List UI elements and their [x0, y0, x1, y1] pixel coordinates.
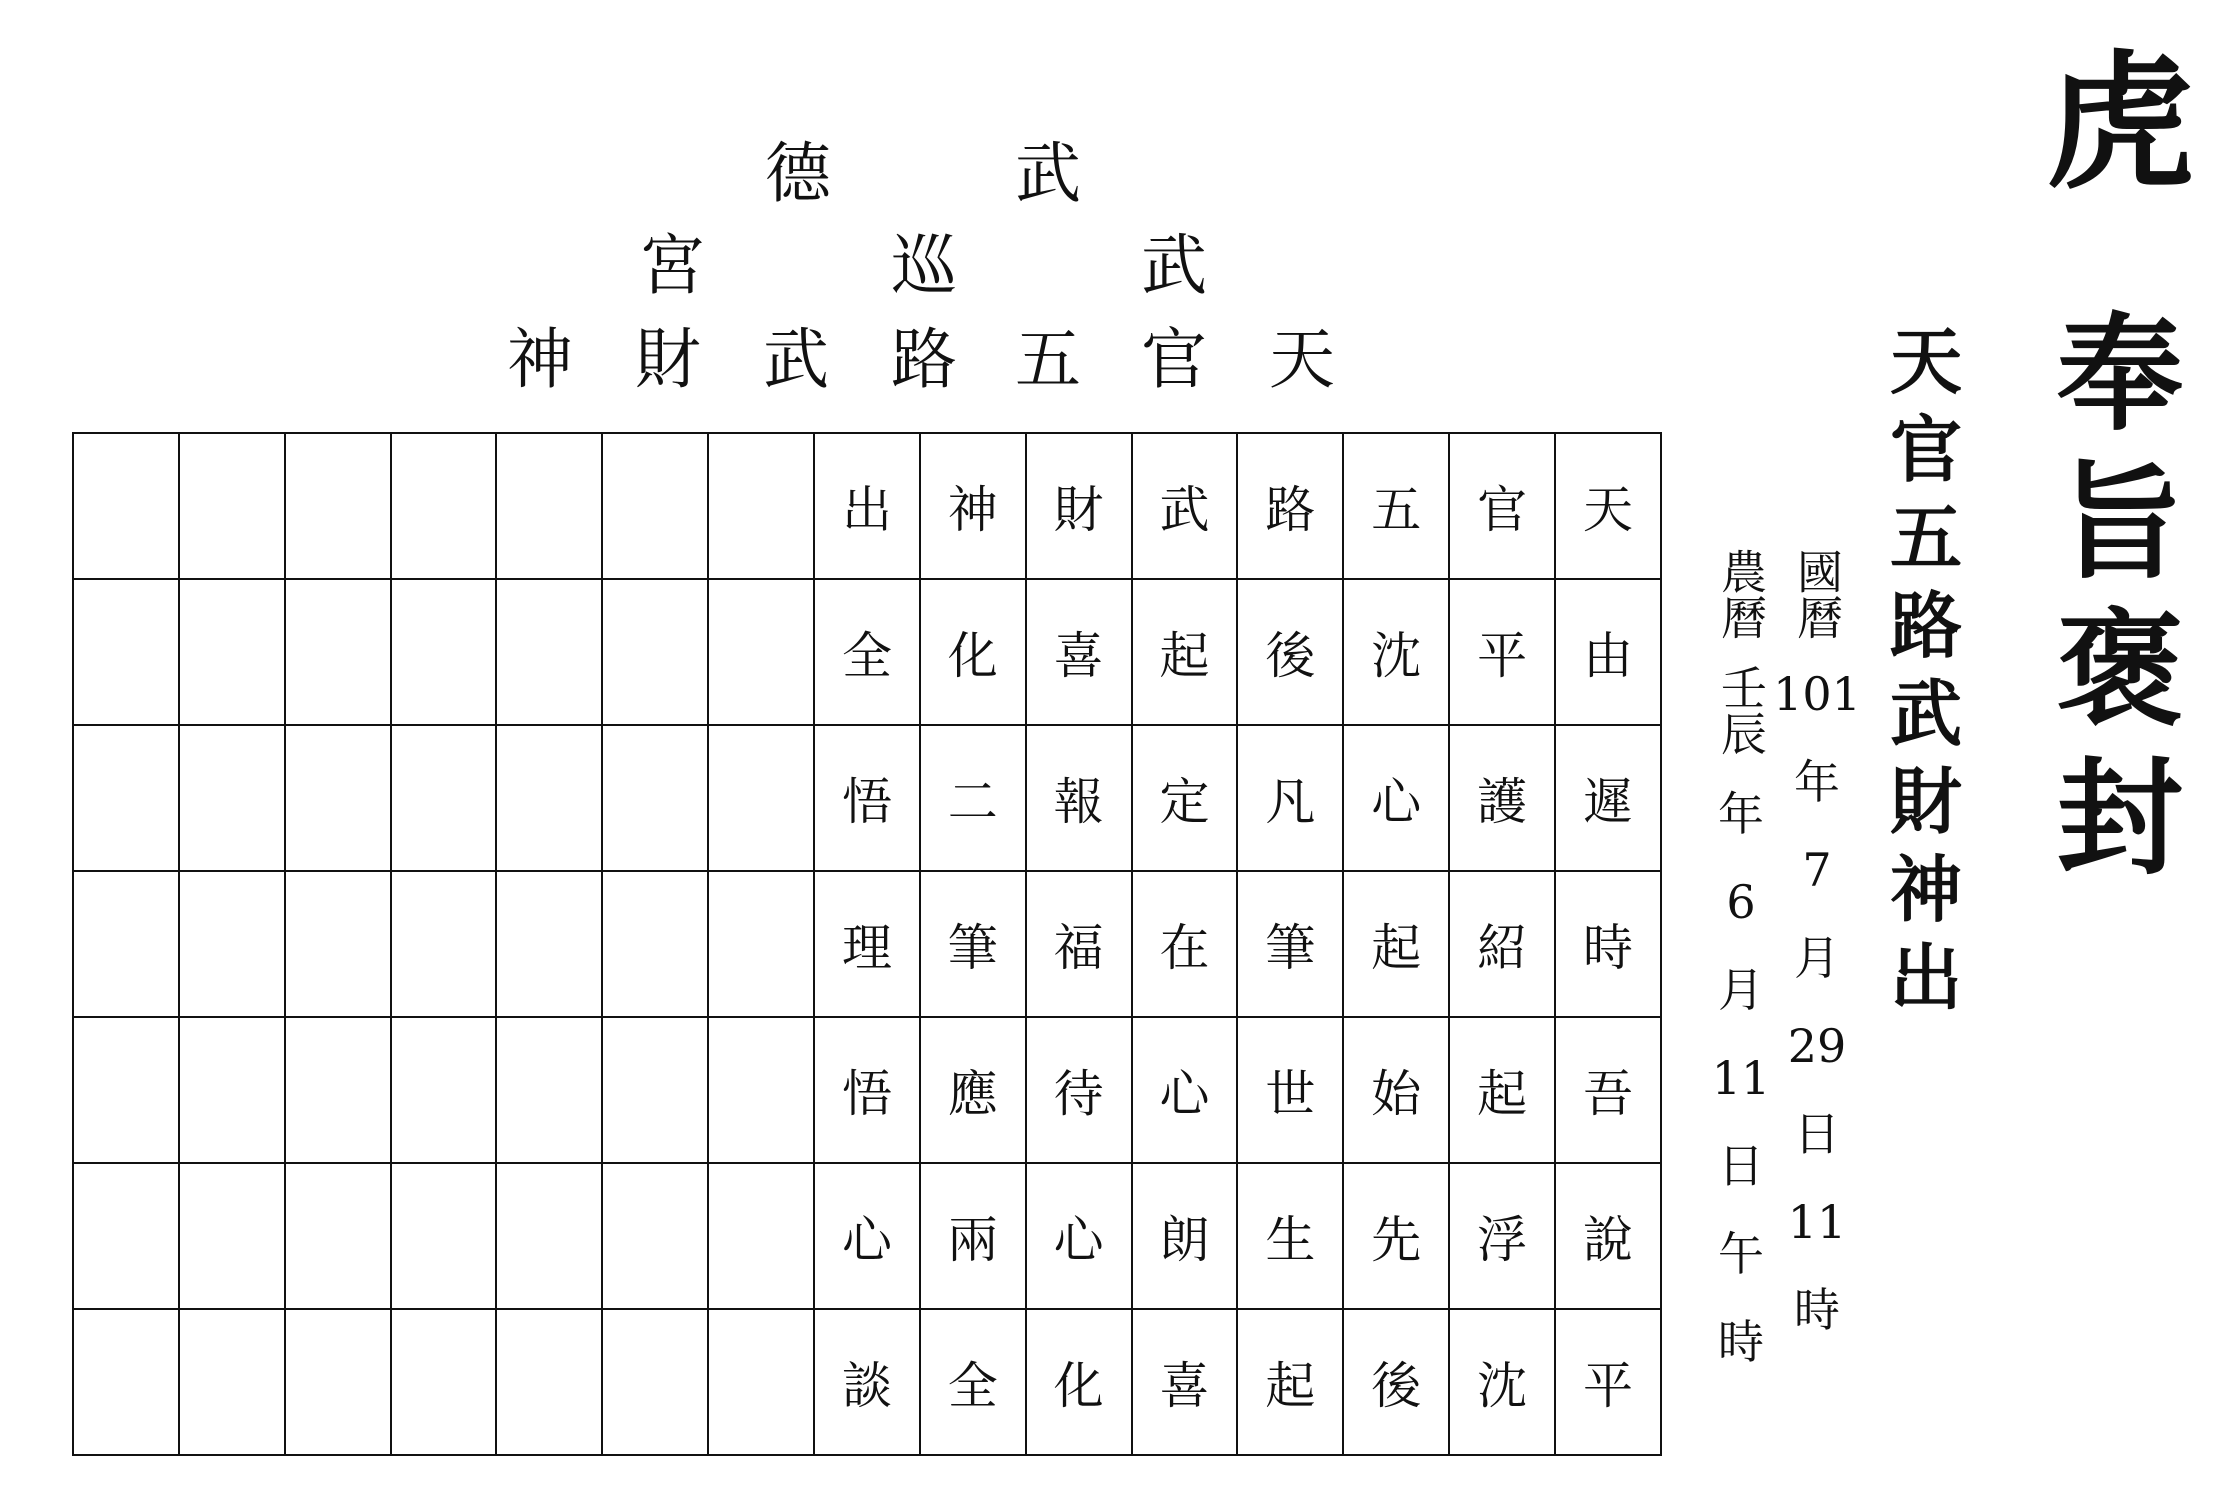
- grid-cell: 理: [814, 871, 920, 1017]
- grid-cell: 朗: [1132, 1163, 1238, 1309]
- grid-cell: [285, 1017, 391, 1163]
- grid-cell: 福: [1026, 871, 1132, 1017]
- grid-cell: 起: [1343, 871, 1449, 1017]
- grid-cell: [285, 1163, 391, 1309]
- grid-cell: [73, 1017, 179, 1163]
- grid-cell: [179, 1163, 285, 1309]
- heading-char: 宮: [639, 227, 705, 304]
- grid-cell: [285, 871, 391, 1017]
- grid-row: [73, 871, 1661, 1017]
- grid-cell: [179, 725, 285, 871]
- grid-cell: [179, 579, 285, 725]
- grid-cell: 生: [1237, 1163, 1343, 1309]
- grid-cell: 報: [1026, 725, 1132, 871]
- date-part: 午: [1718, 1227, 1764, 1281]
- grid-cell: [391, 1017, 497, 1163]
- grid-cell: 起: [1237, 1309, 1343, 1455]
- grid-cell: [391, 1309, 497, 1455]
- grid-cell: [285, 433, 391, 579]
- grid-cell: 悟: [814, 725, 920, 871]
- grid-cell: [708, 725, 814, 871]
- heading-char: 神: [507, 321, 573, 398]
- verse-grid: [72, 432, 1662, 1456]
- deity-char: 官: [1889, 407, 1962, 492]
- grid-cell: 遲: [1555, 725, 1661, 871]
- grid-cell: [391, 1163, 497, 1309]
- grid-cell: [708, 871, 814, 1017]
- lunar-date-column: [1696, 538, 1786, 1386]
- grid-cell: 五: [1343, 433, 1449, 579]
- grid-cell: [602, 1017, 708, 1163]
- grid-cell: [602, 1163, 708, 1309]
- grid-cell: [602, 871, 708, 1017]
- heading-char: 武: [1141, 227, 1207, 304]
- grid-cell: 起: [1132, 579, 1238, 725]
- grid-cell: 全: [920, 1309, 1026, 1455]
- grid-row: [73, 1163, 1661, 1309]
- grid-cell: 起: [1449, 1017, 1555, 1163]
- grid-cell: 世: [1237, 1017, 1343, 1163]
- grid-row: [73, 1017, 1661, 1163]
- grid-cell: 心: [814, 1163, 920, 1309]
- heading-char: 五: [1015, 321, 1081, 398]
- grid-cell: [73, 1309, 179, 1455]
- grid-row: [73, 1309, 1661, 1455]
- grid-cell: [496, 871, 602, 1017]
- heading-char: 武: [763, 321, 829, 398]
- heading-char: 天: [1269, 321, 1335, 398]
- grid-cell: [73, 1163, 179, 1309]
- deity-char: 路: [1889, 583, 1962, 668]
- grid-cell: [602, 433, 708, 579]
- date-part: 29: [1787, 1019, 1847, 1073]
- grid-cell: 悟: [814, 1017, 920, 1163]
- grid-cell: [391, 579, 497, 725]
- grid-cell: 定: [1132, 725, 1238, 871]
- grid-cell: 沈: [1343, 579, 1449, 725]
- deity-char: 五: [1889, 495, 1962, 580]
- grid-cell: 全: [814, 579, 920, 725]
- grid-cell: [391, 433, 497, 579]
- grid-cell: [285, 579, 391, 725]
- date-part: 11: [1711, 1051, 1771, 1105]
- grid-cell: 後: [1343, 1309, 1449, 1455]
- grid-cell: 說: [1555, 1163, 1661, 1309]
- grid-cell: [179, 433, 285, 579]
- deity-column: [1876, 318, 1976, 1022]
- grid-cell: 由: [1555, 579, 1661, 725]
- grid-row: [73, 579, 1661, 725]
- grid-row: [73, 725, 1661, 871]
- heading-char: 武: [1015, 135, 1081, 212]
- grid-cell: 筆: [1237, 871, 1343, 1017]
- grid-cell: [708, 579, 814, 725]
- grid-cell: [391, 871, 497, 1017]
- grid-cell: [496, 579, 602, 725]
- grid-cell: 平: [1555, 1309, 1661, 1455]
- grid-cell: 心: [1343, 725, 1449, 871]
- date-label: 國曆: [1790, 548, 1844, 640]
- grid-cell: 紹: [1449, 871, 1555, 1017]
- grid-cell: [285, 725, 391, 871]
- date-part: 日: [1794, 1107, 1840, 1161]
- grid-cell: 護: [1449, 725, 1555, 871]
- grid-cell: [179, 871, 285, 1017]
- grid-cell: 平: [1449, 579, 1555, 725]
- grid-cell: 化: [1026, 1309, 1132, 1455]
- grid-cell: 應: [920, 1017, 1026, 1163]
- grid-cell: 出: [814, 433, 920, 579]
- grid-cell: 談: [814, 1309, 920, 1455]
- grid-cell: 在: [1132, 871, 1238, 1017]
- deity-char: 武: [1889, 671, 1962, 756]
- date-part: 年: [1718, 787, 1764, 841]
- grid-cell: [708, 433, 814, 579]
- date-part: 壬辰: [1714, 664, 1768, 756]
- grid-cell: [73, 433, 179, 579]
- date-label: 農曆: [1714, 548, 1768, 640]
- grid-cell: 路: [1237, 433, 1343, 579]
- decree-char: 旨: [2057, 448, 2183, 596]
- date-part: 101: [1773, 667, 1861, 721]
- heading-char: 巡: [891, 227, 957, 304]
- grid-cell: 武: [1132, 433, 1238, 579]
- grid-cell: 吾: [1555, 1017, 1661, 1163]
- heading-char: 路: [891, 321, 957, 398]
- date-part: 時: [1794, 1283, 1840, 1337]
- grid-cell: 後: [1237, 579, 1343, 725]
- grid-cell: 時: [1555, 871, 1661, 1017]
- date-part: 時: [1718, 1315, 1764, 1369]
- grid-cell: 始: [1343, 1017, 1449, 1163]
- deity-char: 財: [1889, 759, 1962, 844]
- grid-cell: [496, 1163, 602, 1309]
- grid-cell: [602, 725, 708, 871]
- date-part: 6: [1726, 875, 1756, 929]
- grid-cell: [496, 1017, 602, 1163]
- decree-char: 封: [2057, 744, 2183, 892]
- grid-cell: [285, 1309, 391, 1455]
- grid-row: [73, 433, 1661, 579]
- decree-char: 奉: [2057, 300, 2183, 448]
- date-part: 月: [1794, 931, 1840, 985]
- grid-cell: [708, 1309, 814, 1455]
- deity-char: 天: [1889, 319, 1962, 404]
- grid-cell: 官: [1449, 433, 1555, 579]
- heading-char: 財: [635, 321, 701, 398]
- grid-cell: 財: [1026, 433, 1132, 579]
- grid-cell: [73, 725, 179, 871]
- grid-cell: [496, 1309, 602, 1455]
- decree-char: 褒: [2057, 596, 2183, 744]
- grid-cell: [179, 1309, 285, 1455]
- grid-cell: [602, 1309, 708, 1455]
- grid-cell: 兩: [920, 1163, 1026, 1309]
- date-part: 11: [1787, 1195, 1847, 1249]
- grid-cell: [179, 1017, 285, 1163]
- deity-char: 神: [1889, 847, 1962, 932]
- grid-cell: [73, 579, 179, 725]
- grid-cell: 待: [1026, 1017, 1132, 1163]
- grid-cell: 神: [920, 433, 1026, 579]
- grid-cell: 喜: [1026, 579, 1132, 725]
- grid-cell: 心: [1132, 1017, 1238, 1163]
- grid-cell: 沈: [1449, 1309, 1555, 1455]
- grid-cell: [602, 579, 708, 725]
- grid-cell: 先: [1343, 1163, 1449, 1309]
- tiger-character: 虎: [2046, 35, 2194, 209]
- decree-column: [2040, 300, 2200, 892]
- grid-cell: 天: [1555, 433, 1661, 579]
- grid-cell: 喜: [1132, 1309, 1238, 1455]
- grid-cell: [708, 1017, 814, 1163]
- heading-char: 德: [765, 135, 831, 212]
- heading-char: 官: [1141, 321, 1207, 398]
- deity-char: 出: [1889, 935, 1962, 1020]
- grid-cell: [496, 725, 602, 871]
- grid-cell: 二: [920, 725, 1026, 871]
- date-part: 年: [1794, 755, 1840, 809]
- grid-cell: 化: [920, 579, 1026, 725]
- grid-cell: [391, 725, 497, 871]
- grid-cell: [496, 433, 602, 579]
- date-part: 月: [1718, 963, 1764, 1017]
- date-part: 7: [1802, 843, 1832, 897]
- date-part: 日: [1718, 1139, 1764, 1193]
- grid-cell: [73, 871, 179, 1017]
- grid-cell: 心: [1026, 1163, 1132, 1309]
- grid-cell: 凡: [1237, 725, 1343, 871]
- grid-cell: 筆: [920, 871, 1026, 1017]
- grid-cell: [708, 1163, 814, 1309]
- grid-cell: 浮: [1449, 1163, 1555, 1309]
